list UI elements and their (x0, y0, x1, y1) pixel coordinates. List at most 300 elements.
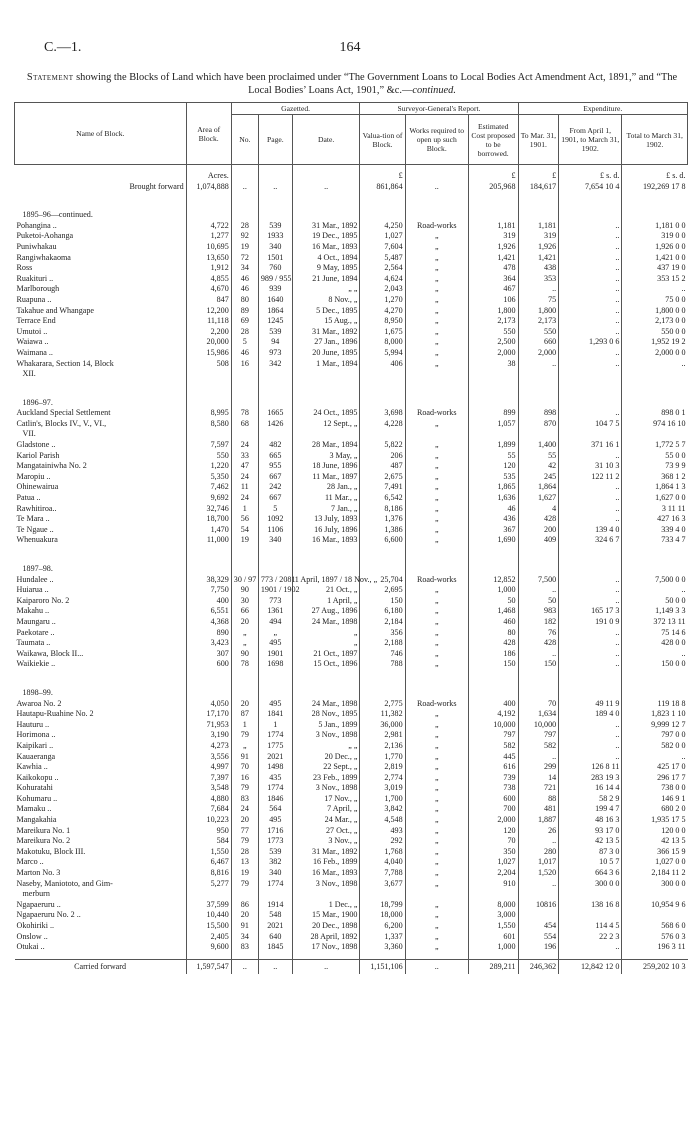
expenditure-1901-02: .. (559, 295, 622, 306)
area (186, 889, 231, 900)
estimated-cost: 38 (468, 359, 518, 370)
expenditure-total: 898 0 1 (622, 408, 688, 419)
block-name: Kaiparoro No. 2 (16, 595, 70, 605)
works: „ (405, 773, 468, 784)
block-name: Kaipikari .. (16, 740, 54, 750)
valuation: 4,250 (360, 221, 405, 232)
brought-est: 205,968 (468, 182, 518, 193)
gazette-no: 79 (231, 730, 258, 741)
brought-area: 1,074,888 (186, 182, 231, 193)
area: 550 (186, 451, 231, 462)
gazette-date: 16 Feb., 1899 (292, 857, 360, 868)
estimated-cost: 797 (468, 730, 518, 741)
works: „ (405, 440, 468, 451)
gazette-no: 1 (231, 504, 258, 515)
expenditure-1901-02: 31 10 3 (559, 461, 622, 472)
block-name: Okohiriki .. (16, 921, 55, 930)
gazette-date: 31 Mar., 1892 (292, 847, 360, 858)
valuation: 356 (360, 628, 405, 639)
section-heading-row (15, 398, 688, 409)
estimated-cost: 4,192 (468, 709, 518, 720)
estimated-cost: 2,500 (468, 337, 518, 348)
block-name: Waikiekie .. (16, 659, 56, 669)
unit-val: £ (360, 171, 405, 182)
gazette-page: 1361 (258, 606, 292, 617)
expenditure-total: 1,864 1 3 (622, 482, 688, 493)
expenditure-to-1901: 42 (518, 461, 559, 472)
gazette-date: 5 Dec., 1895 (292, 306, 360, 317)
brought-page: .. (258, 182, 292, 193)
estimated-cost: 2,000 (468, 815, 518, 826)
gazette-no: „ (231, 741, 258, 752)
expenditure-1901-02: .. (559, 263, 622, 274)
table-row (15, 493, 688, 504)
expenditure-total: 1,952 19 2 (622, 337, 688, 348)
gazette-date: 24 Mar., 1898 (292, 617, 360, 628)
gazette-no: 19 (231, 868, 258, 879)
table-row (15, 535, 688, 546)
expenditure-1901-02: 10 5 7 (559, 857, 622, 868)
brought-to: 184,617 (518, 182, 559, 193)
table-row (15, 857, 688, 868)
table-row (15, 348, 688, 359)
expenditure-total: 368 1 2 (622, 472, 688, 483)
expenditure-total: 1,935 17 5 (622, 815, 688, 826)
area: 8,580 (186, 419, 231, 430)
expenditure-1901-02: .. (559, 741, 622, 752)
gazette-date: 27 Aug., 1896 (292, 606, 360, 617)
gazette-date: 22 Sept., „ (292, 762, 360, 773)
area: 6,551 (186, 606, 231, 617)
expenditure-to-1901: 1,421 (518, 253, 559, 264)
table-row (15, 741, 688, 752)
expenditure-to-1901: 481 (518, 804, 559, 815)
table-row (15, 440, 688, 451)
gazette-page: 1698 (258, 659, 292, 670)
expenditure-1901-02: 16 14 4 (559, 783, 622, 794)
gazette-page: 242 (258, 482, 292, 493)
gazette-date: 7 April, „ (292, 804, 360, 815)
works: „ (405, 879, 468, 890)
expenditure-to-1901: 1,627 (518, 493, 559, 504)
expenditure-to-1901: 983 (518, 606, 559, 617)
gazette-page: 2021 (258, 921, 292, 932)
table-row (15, 359, 688, 370)
estimated-cost: 550 (468, 327, 518, 338)
valuation: 2,774 (360, 773, 405, 784)
estimated-cost: 2,000 (468, 348, 518, 359)
block-name: Mareikura No. 1 (16, 825, 71, 835)
valuation: 7,491 (360, 482, 405, 493)
gazette-date: 1 April, 1897 / 18 Nov., „ (292, 575, 360, 586)
gazette-page: 340 (258, 868, 292, 879)
gazette-no: 77 (231, 826, 258, 837)
estimated-cost: 739 (468, 773, 518, 784)
gazette-page: 564 (258, 804, 292, 815)
area: 7,684 (186, 804, 231, 815)
header-survey: Surveyor-General's Report. (360, 103, 518, 115)
valuation: 493 (360, 826, 405, 837)
works: „ (405, 868, 468, 879)
estimated-cost: 10,000 (468, 720, 518, 731)
area: 4,050 (186, 699, 231, 710)
expenditure-total: 339 4 0 (622, 525, 688, 536)
estimated-cost: 2,173 (468, 316, 518, 327)
valuation: 2,981 (360, 730, 405, 741)
valuation: 8,186 (360, 504, 405, 515)
gazette-date: 28 Jan., „ (292, 482, 360, 493)
valuation: 746 (360, 649, 405, 660)
table-row (15, 900, 688, 911)
works: „ (405, 295, 468, 306)
table-row (15, 847, 688, 858)
valuation (360, 369, 405, 380)
gazette-date: 1 Dec., „ (292, 900, 360, 911)
gazette-page: 955 (258, 461, 292, 472)
area: 6,467 (186, 857, 231, 868)
expenditure-1901-02: 371 16 1 (559, 440, 622, 451)
block-name: Patua .. (16, 493, 41, 503)
expenditure-total: 733 4 7 (622, 535, 688, 546)
gazette-date: 3 May, „ (292, 451, 360, 462)
gazette-date (292, 889, 360, 900)
gazette-page: 495 (258, 699, 292, 710)
works: „ (405, 472, 468, 483)
area: 400 (186, 596, 231, 607)
works: „ (405, 857, 468, 868)
gazette-no: 90 (231, 649, 258, 660)
expenditure-total: 75 14 6 (622, 628, 688, 639)
carried-total: 259,202 10 3 (622, 959, 688, 974)
gazette-date (292, 369, 360, 380)
gazette-no: 20 (231, 617, 258, 628)
gazette-no: 46 (231, 284, 258, 295)
expenditure-total: .. (622, 284, 688, 295)
gazette-page: 495 (258, 638, 292, 649)
block-name: Terrace End (16, 316, 56, 326)
gazette-no: 24 (231, 472, 258, 483)
expenditure-total: 75 0 0 (622, 295, 688, 306)
brought-date: .. (292, 182, 360, 193)
gazette-page: 1933 (258, 231, 292, 242)
block-name: Te Ngaue .. (16, 524, 54, 534)
gazette-page: 1914 (258, 900, 292, 911)
table-row (15, 284, 688, 295)
valuation: 8,000 (360, 337, 405, 348)
works: „ (405, 617, 468, 628)
gazette-page: 1901 (258, 649, 292, 660)
expenditure-1901-02: 139 4 0 (559, 525, 622, 536)
works: „ (405, 327, 468, 338)
area: 9,600 (186, 942, 231, 953)
gazette-page: 5 (258, 504, 292, 515)
expenditure-to-1901: 10,000 (518, 720, 559, 731)
brought-from: 7,654 10 4 (559, 182, 622, 193)
area: 11,000 (186, 535, 231, 546)
unit-est: £ (468, 171, 518, 182)
header-estimated: Estimated Cost proposed to be borrowed. (468, 115, 518, 165)
expenditure-to-1901: .. (518, 836, 559, 847)
table-row (15, 762, 688, 773)
estimated-cost: 1,899 (468, 440, 518, 451)
block-name: Umutoi .. (16, 326, 48, 336)
works: „ (405, 815, 468, 826)
unit-to: £ (518, 171, 559, 182)
gazette-page: 1774 (258, 730, 292, 741)
expenditure-to-1901: .. (518, 284, 559, 295)
gazette-no: 34 (231, 263, 258, 274)
gazette-page: 495 (258, 815, 292, 826)
gazette-date: 23 Feb., 1899 (292, 773, 360, 784)
expenditure-total: 296 17 7 (622, 773, 688, 784)
gazette-date: 20 Dec., „ (292, 752, 360, 763)
expenditure-1901-02: 189 4 0 (559, 709, 622, 720)
estimated-cost: 1,690 (468, 535, 518, 546)
unit-total: £ s. d. (622, 171, 688, 182)
expenditure-to-1901: 898 (518, 408, 559, 419)
area: 1,277 (186, 231, 231, 242)
area: 1,220 (186, 461, 231, 472)
expenditure-1901-02: 191 0 9 (559, 617, 622, 628)
gazette-page: 667 (258, 472, 292, 483)
gazette-page (258, 889, 292, 900)
table-row (15, 482, 688, 493)
expenditure-to-1901: 1,887 (518, 815, 559, 826)
gazette-page: 1498 (258, 762, 292, 773)
expenditure-total: 738 0 0 (622, 783, 688, 794)
block-name: merburn (22, 889, 50, 899)
estimated-cost: 1,865 (468, 482, 518, 493)
gazette-no: 46 (231, 274, 258, 285)
gazette-no: 28 (231, 327, 258, 338)
works: Road-works (405, 575, 468, 586)
expenditure-to-1901: 1,520 (518, 868, 559, 879)
table-row (15, 306, 688, 317)
area: 38,329 (186, 575, 231, 586)
table-row (15, 868, 688, 879)
gazette-date: 31 Mar., 1892 (292, 327, 360, 338)
gazette-page: 665 (258, 451, 292, 462)
area (186, 429, 231, 440)
area: 20,000 (186, 337, 231, 348)
valuation: 7,788 (360, 868, 405, 879)
gazette-date: 7 Jan., „ (292, 504, 360, 515)
valuation: 2,675 (360, 472, 405, 483)
units-row (15, 171, 688, 182)
gazette-no: 90 (231, 585, 258, 596)
expenditure-total: 437 19 0 (622, 263, 688, 274)
expenditure-1901-02: .. (559, 504, 622, 515)
expenditure-total: 1,772 5 7 (622, 440, 688, 451)
gazette-date: 24 Mar., „ (292, 815, 360, 826)
block-name: Te Mara .. (16, 514, 50, 524)
expenditure-total: 319 0 0 (622, 231, 688, 242)
gazette-no: 11 (231, 482, 258, 493)
area: 4,880 (186, 794, 231, 805)
gazette-page: 1665 (258, 408, 292, 419)
works: „ (405, 316, 468, 327)
area: 71,953 (186, 720, 231, 731)
works: „ (405, 274, 468, 285)
block-name: Ruakituri .. (16, 273, 54, 283)
block-name: Ohinewairua (16, 482, 59, 492)
block-name: Makotuku, Block III. (16, 846, 86, 856)
estimated-cost: 1,636 (468, 493, 518, 504)
area: 508 (186, 359, 231, 370)
expenditure-1901-02: .. (559, 493, 622, 504)
blocks-table (14, 102, 688, 974)
table-row (15, 889, 688, 900)
expenditure-to-1901: 88 (518, 794, 559, 805)
block-name: Puketoi-Aohanga (16, 231, 74, 241)
area: 10,440 (186, 910, 231, 921)
expenditure-to-1901: 1,926 (518, 242, 559, 253)
works: „ (405, 900, 468, 911)
area: 37,599 (186, 900, 231, 911)
expenditure-to-1901: 26 (518, 826, 559, 837)
expenditure-to-1901: 438 (518, 263, 559, 274)
expenditure-total: 1,627 0 0 (622, 493, 688, 504)
expenditure-total: 1,181 0 0 (622, 221, 688, 232)
gazette-page: 667 (258, 493, 292, 504)
works: „ (405, 231, 468, 242)
block-name: Maropiu .. (16, 471, 51, 481)
table-row (15, 408, 688, 419)
table-row (15, 659, 688, 670)
section-heading-row (15, 688, 688, 699)
valuation: 4,548 (360, 815, 405, 826)
gazette-page: 1774 (258, 879, 292, 890)
gazette-no: 24 (231, 493, 258, 504)
gazette-page: 1716 (258, 826, 292, 837)
expenditure-to-1901: .. (518, 585, 559, 596)
works: „ (405, 535, 468, 546)
gazette-no: 80 (231, 295, 258, 306)
expenditure-to-1901: 1,400 (518, 440, 559, 451)
works: „ (405, 284, 468, 295)
estimated-cost: 400 (468, 699, 518, 710)
area: 950 (186, 826, 231, 837)
expenditure-to-1901: 4 (518, 504, 559, 515)
gazette-page: 1245 (258, 316, 292, 327)
estimated-cost: 1,421 (468, 253, 518, 264)
table-row (15, 337, 688, 348)
title-text: showing the Blocks of Land which have been proclaimed under “The Government Loans to Local Bodies Act Amendment Act, 1891,” and “The Local Bodies’ Loans Act, 1901,” &c.— (73, 72, 678, 96)
expenditure-to-1901: 55 (518, 451, 559, 462)
expenditure-to-1901: 7,500 (518, 575, 559, 586)
table-row (15, 649, 688, 660)
valuation (360, 429, 405, 440)
gazette-no: 92 (231, 231, 258, 242)
block-name: Waikawa, Block II... (16, 648, 84, 658)
block-name: Gladstone .. (16, 440, 56, 450)
works: „ (405, 482, 468, 493)
valuation: 4,040 (360, 857, 405, 868)
works: „ (405, 242, 468, 253)
area: 4,855 (186, 274, 231, 285)
block-name: Taumata .. (16, 638, 51, 648)
expenditure-1901-02 (559, 429, 622, 440)
block-name: Pohangina .. (16, 220, 57, 230)
expenditure-total: 2,000 0 0 (622, 348, 688, 359)
table-row (15, 815, 688, 826)
gazette-date: 16 Mar., 1893 (292, 242, 360, 253)
works: „ (405, 847, 468, 858)
block-name: Huiarua .. (16, 585, 49, 595)
gazette-page: 539 (258, 327, 292, 338)
gazette-date: 9 May, 1895 (292, 263, 360, 274)
gazette-page: 482 (258, 440, 292, 451)
works: „ (405, 730, 468, 741)
valuation: 1,386 (360, 525, 405, 536)
area: 4,368 (186, 617, 231, 628)
valuation: 3,842 (360, 804, 405, 815)
works: „ (405, 794, 468, 805)
gazette-page: 1841 (258, 709, 292, 720)
gazette-date: „ „ (292, 284, 360, 295)
area: 600 (186, 659, 231, 670)
expenditure-total: 366 15 9 (622, 847, 688, 858)
works: „ (405, 836, 468, 847)
expenditure-total: 150 0 0 (622, 659, 688, 670)
block-name: Otukai .. (16, 942, 45, 952)
valuation: 6,200 (360, 921, 405, 932)
block-name: XII. (22, 369, 36, 379)
section-heading: 1896–97. (22, 397, 53, 407)
block-name: Marton No. 3 (16, 868, 61, 878)
gazette-page: 1775 (258, 741, 292, 752)
gazette-page: 94 (258, 337, 292, 348)
area: 7,397 (186, 773, 231, 784)
works: „ (405, 504, 468, 515)
table-row (15, 274, 688, 285)
estimated-cost: 1,000 (468, 942, 518, 953)
gazette-no: 19 (231, 535, 258, 546)
gazette-no: „ (231, 638, 258, 649)
valuation: 18,000 (360, 910, 405, 921)
estimated-cost: 467 (468, 284, 518, 295)
table-row (15, 472, 688, 483)
gazette-page: 340 (258, 535, 292, 546)
gazette-no: 89 (231, 306, 258, 317)
expenditure-total: 2,173 0 0 (622, 316, 688, 327)
block-name: Whakarara, Section 14, Block (16, 358, 114, 368)
block-name: Auckland Special Settlement (16, 408, 111, 418)
gazette-date: 11 Mar., 1897 (292, 472, 360, 483)
works: „ (405, 306, 468, 317)
expenditure-to-1901 (518, 429, 559, 440)
area: 5,350 (186, 472, 231, 483)
estimated-cost: 46 (468, 504, 518, 515)
estimated-cost: 319 (468, 231, 518, 242)
estimated-cost: 106 (468, 295, 518, 306)
gazette-date: 16 Mar., 1893 (292, 868, 360, 879)
valuation: 5,822 (360, 440, 405, 451)
table-row (15, 369, 688, 380)
works: „ (405, 585, 468, 596)
estimated-cost: 2,204 (468, 868, 518, 879)
works: Road-works (405, 221, 468, 232)
valuation: 8,950 (360, 316, 405, 327)
gazette-page: 773 (258, 596, 292, 607)
gazette-no: 30 (231, 596, 258, 607)
valuation: 206 (360, 451, 405, 462)
carried-no: .. (231, 959, 258, 974)
valuation: 2,695 (360, 585, 405, 596)
table-row (15, 429, 688, 440)
expenditure-to-1901: 2,000 (518, 348, 559, 359)
works: „ (405, 638, 468, 649)
